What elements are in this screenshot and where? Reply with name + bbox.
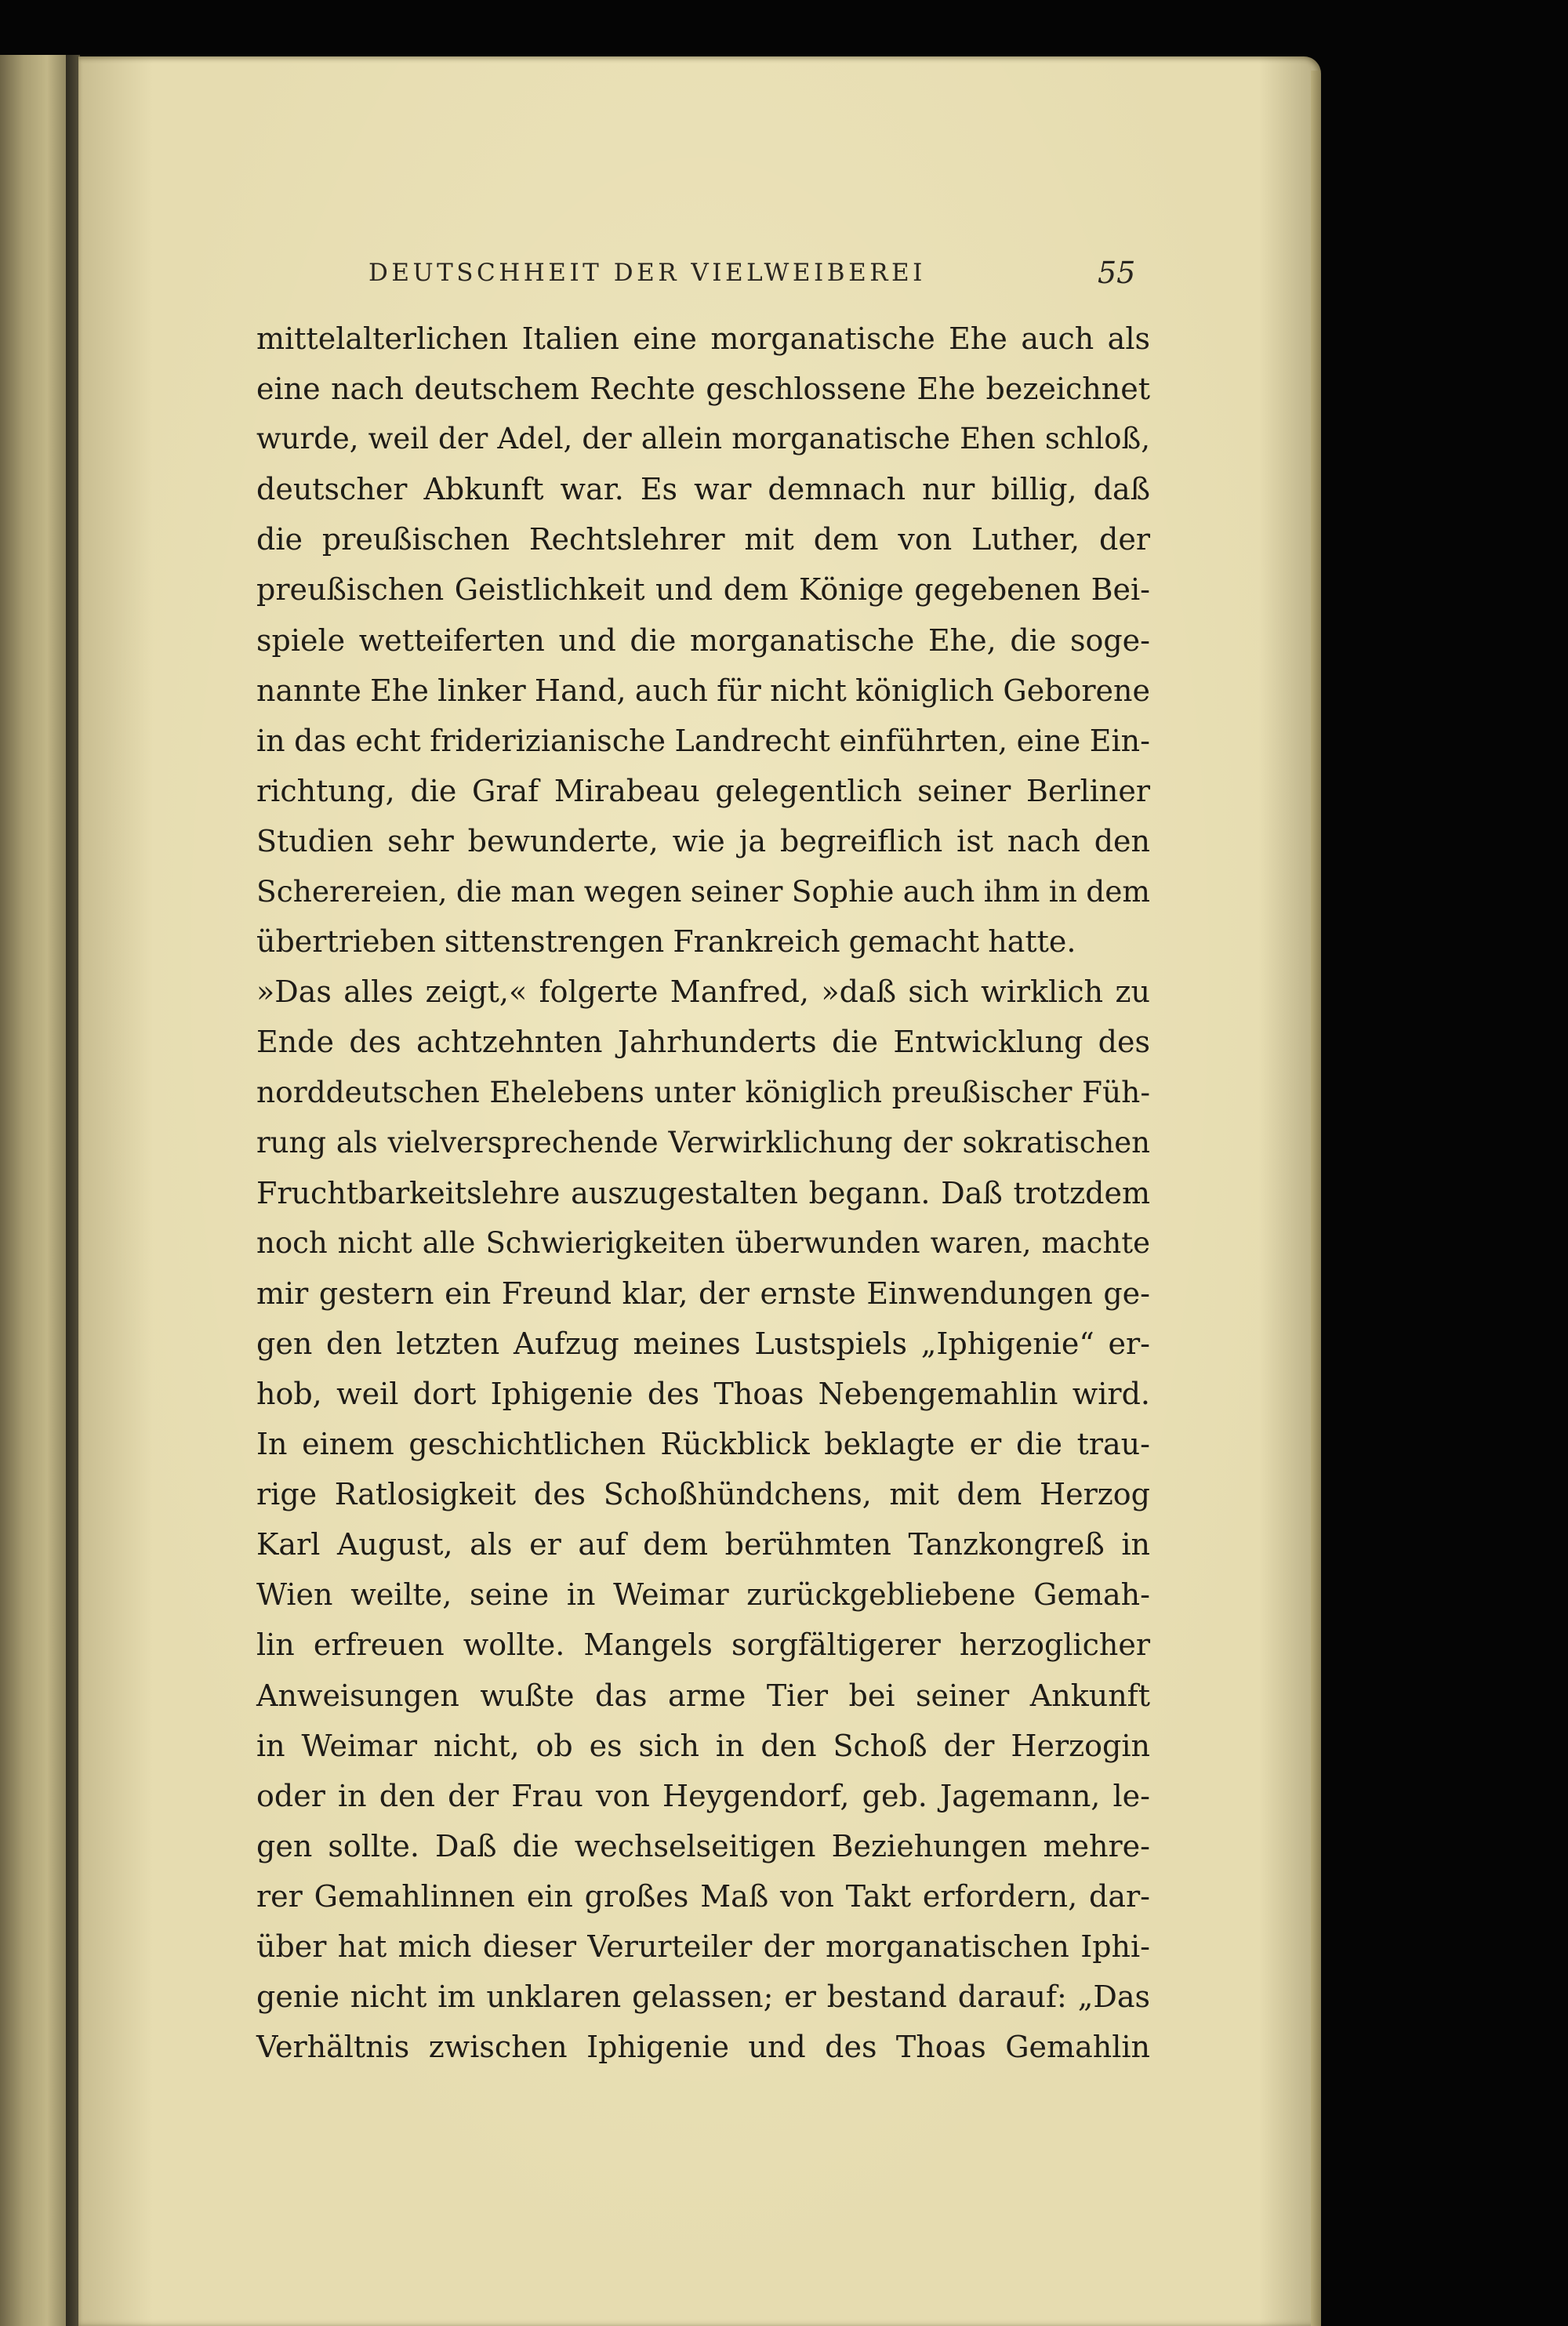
text-line: übertrieben sittenstrengen Frankreich gemacht hatte. <box>256 924 1076 960</box>
text-line: richtung, die Graf Mirabeau gelegentlich seiner Berliner <box>256 773 1150 808</box>
text-line: mittelalterlichen Italien eine morganatische Ehe auch als <box>256 321 1150 356</box>
page-header <box>368 256 1152 293</box>
text-line: Scherereien, die man wegen seiner Sophie auch ihm in dem <box>256 874 1150 909</box>
book-page <box>78 56 1321 2326</box>
running-head: DEUTSCHHEIT DER VIELWEIBEREI <box>368 259 926 287</box>
text-line: mir gestern ein Freund klar, der ernste Einwendungen ge- <box>256 1275 1150 1311</box>
text-line: rige Ratlosigkeit des Schoßhündchens, mit dem Herzog <box>256 1477 1150 1512</box>
text-line: noch nicht alle Schwierigkeiten überwunden waren, machte <box>256 1225 1150 1260</box>
text-line: norddeutschen Ehelebens unter königlich preußischer Füh- <box>256 1075 1150 1110</box>
text-line: eine nach deutschem Rechte geschlossene Ehe bezeichnet <box>256 372 1150 407</box>
text-line: Verhältnis zwischen Iphigenie und des Thoas Gemahlin <box>256 2030 1150 2065</box>
text-line: über hat mich dieser Verurteiler der morganatischen Iphi- <box>256 1929 1150 1964</box>
text-line: oder in den der Frau von Heygendorf, geb. Jagemann, le- <box>256 1778 1150 1813</box>
text-line: rer Gemahlinnen ein großes Maß von Takt erfordern, dar- <box>256 1878 1150 1914</box>
text-line: preußischen Geistlichkeit und dem Könige gegebenen Bei- <box>256 572 1150 608</box>
text-line: gen sollte. Daß die wechselseitigen Beziehungen mehre- <box>256 1828 1150 1863</box>
text-line: die preußischen Rechtslehrer mit dem von Luther, der <box>256 522 1150 557</box>
text-line: wurde, weil der Adel, der allein morganatische Ehen schloß, <box>256 422 1150 456</box>
text-line: Fruchtbarkeitslehre auszugestalten begann. Daß trotzdem <box>256 1175 1150 1210</box>
text-line: Wien weilte, seine in Weimar zurückgebliebene Gemah- <box>256 1577 1150 1613</box>
body-text <box>256 314 1150 2072</box>
text-line: in Weimar nicht, ob es sich in den Schoß der Herzogin <box>256 1728 1150 1763</box>
text-line: »Das alles zeigt,« folgerte Manfred, »daß sich wirklich zu <box>256 974 1150 1010</box>
text-line: Studien sehr bewunderte, wie ja begreiflich ist nach den <box>256 823 1150 858</box>
text-line: rung als vielversprechende Verwirklichung der sokratischen <box>256 1125 1150 1159</box>
text-line: hob, weil dort Iphigenie des Thoas Nebengemahlin wird. <box>256 1376 1150 1411</box>
text-line: Ende des achtzehnten Jahrhunderts die Entwicklung des <box>256 1025 1150 1060</box>
text-line: spiele wetteiferten und die morganatische Ehe, die soge- <box>256 622 1150 658</box>
text-line: deutscher Abkunft war. Es war demnach nur billig, daß <box>256 472 1150 507</box>
text-line: lin erfreuen wollte. Mangels sorgfältigerer herzoglicher <box>256 1627 1150 1663</box>
text-line: genie nicht im unklaren gelassen; er bestand darauf: „Das <box>256 1979 1150 2015</box>
page-number: 55 <box>1098 256 1136 290</box>
text-line: In einem geschichtlichen Rückblick beklagte er die trau- <box>256 1427 1150 1462</box>
text-line: gen den letzten Aufzug meines Lustspiels „Iphigenie“ er- <box>256 1326 1150 1361</box>
previous-page-edge <box>0 55 67 2326</box>
text-line: nannte Ehe linker Hand, auch für nicht königlich Geborene <box>256 673 1150 708</box>
text-line: Anweisungen wußte das arme Tier bei seiner Ankunft <box>256 1678 1150 1713</box>
text-line: in das echt friderizianische Landrecht einführten, eine Ein- <box>256 723 1150 758</box>
text-line: Karl August, als er auf dem berühmten Tanzkongreß in <box>256 1527 1150 1562</box>
page-right-edge <box>1311 71 1320 2326</box>
